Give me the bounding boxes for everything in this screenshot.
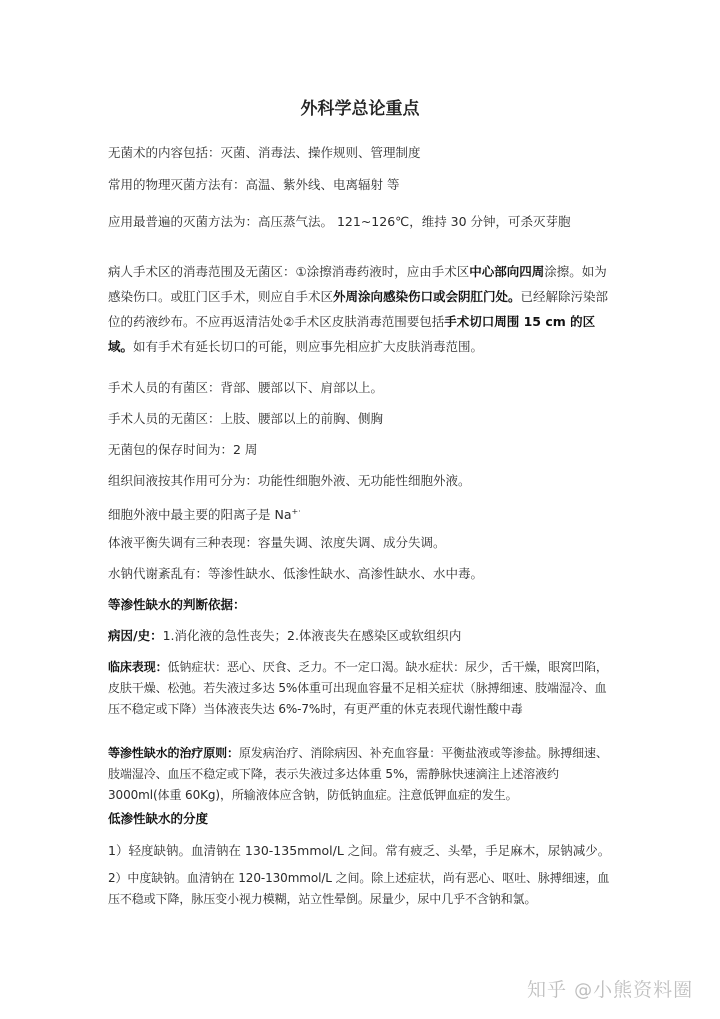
paragraph-etiology xyxy=(108,629,614,643)
paragraph-disinfection-range xyxy=(108,259,614,359)
line-interstitial-fluid: 组织间液按其作用可分为：功能性细胞外液、无功能性细胞外液。 xyxy=(108,473,471,488)
line-fluid-imbalance: 体液平衡失调有三种表现：容量失调、浓度失调、成分失调。 xyxy=(108,535,446,550)
line-sterile-zone-bad: 手术人员的有菌区：背部、腰部以下、肩部以上。 xyxy=(108,380,384,395)
watermark-author: 小熊资料圈 xyxy=(593,979,694,1001)
line-physical-sterilization: 常用的物理灭菌方法有：高温、紫外线、电离辐射 等 xyxy=(108,177,400,192)
line-main-cation xyxy=(108,505,614,522)
bold-segment: 外周涂向感染伤口或会阴肛门处。 xyxy=(333,289,521,304)
text-segment: 低钠症状：恶心、厌食、乏力。不一定口渴。缺水症状：尿少，舌干燥，眼窝凹陷，皮肤干燥、松弛。若失液过多达 5%体重可出现血容量不足相关症状（脉搏细速、肢端湿冷、血压不稳定或下降）当体液丧失达 6%-7%时，有更严重的休克表现代谢性酸中毒 xyxy=(108,660,608,716)
text-segment: 如有手术有延长切口的可能，则应事先相应扩大皮肤消毒范围。 xyxy=(133,339,484,354)
text-segment: 涂擦。如为感染伤口。或肛门区手术，则应自手术区 xyxy=(108,264,607,304)
watermark-at: @ xyxy=(574,980,594,1001)
line-aseptic-contents: 无菌术的内容包括：灭菌、消毒法、操作规则、管理制度 xyxy=(108,145,421,160)
bold-label: 等渗性缺水的治疗原则： xyxy=(108,746,239,760)
paragraph-clinical xyxy=(108,657,614,720)
text-segment: 1.消化液的急性丧失；2.体液丧失在感染区或软组织内 xyxy=(162,628,462,643)
text-segment: 原发病治疗、消除病因、补充血容量：平衡盐液或等渗盐。脉搏细速、肢端湿冷、血压不稳定或下降，表示失液过多达体重 5%，需静脉快速滴注上述溶液约 3000ml(体重 60Kg)，所输液体应含钠，防低钠血症。注意低钾血症的发生。 xyxy=(108,746,608,802)
heading-isotonic-criteria: 等渗性缺水的判断依据： xyxy=(108,597,246,612)
paragraph-treatment xyxy=(108,743,614,806)
bold-segment: 中心部向四周 xyxy=(469,264,545,279)
line-sterile-zone-good: 手术人员的无菌区：上肢、腰部以上的前胸、侧胸 xyxy=(108,411,384,426)
bold-label: 病因/史： xyxy=(108,628,163,643)
text-segment: 细胞外液中最主要的阳离子是 Na xyxy=(108,507,292,523)
bold-label: 临床表现： xyxy=(108,660,168,674)
watermark xyxy=(527,975,693,1002)
line-storage-time: 无菌包的保存时间为：2 周 xyxy=(108,442,258,457)
watermark-brand: 知乎 xyxy=(527,979,568,1001)
text-segment: 已经解除污染部位的药液纱布。不应再返清洁处②手术区皮肤消毒范围要包括 xyxy=(108,289,609,329)
bold-segment: 手术切口周围 15 cm 的区域。 xyxy=(108,314,596,354)
line-steam-sterilization: 应用最普遍的灭菌方法为：高压蒸气法。 121~126℃，维持 30 分钟，可杀灭芽胞 xyxy=(108,214,571,229)
heading-hypotonic-degree: 低渗性缺水的分度 xyxy=(108,811,209,826)
line-mild-hyponatremia: 1）轻度缺钠。血清钠在 130-135mmol/L 之间。常有疲乏、头晕，手足麻木，尿钠减少。 xyxy=(108,843,611,858)
line-water-sodium: 水钠代谢紊乱有：等渗性缺水、低渗性缺水、高渗性缺水、水中毒。 xyxy=(108,566,484,581)
superscript: +· xyxy=(291,507,301,516)
paragraph-moderate-hyponatremia: 2）中度缺钠。血清钠在 120-130mmol/L 之间。除上述症状，尚有恶心、呕吐、脉搏细速，血压不稳或下降，脉压变小视力模糊，站立性晕倒。尿量少，尿中几乎不含钠和氯。 xyxy=(108,871,610,906)
page-title: 外科学总论重点 xyxy=(300,99,420,119)
text-segment: 病人手术区的消毒范围及无菌区：①涂擦消毒药液时，应由手术区 xyxy=(108,264,470,279)
